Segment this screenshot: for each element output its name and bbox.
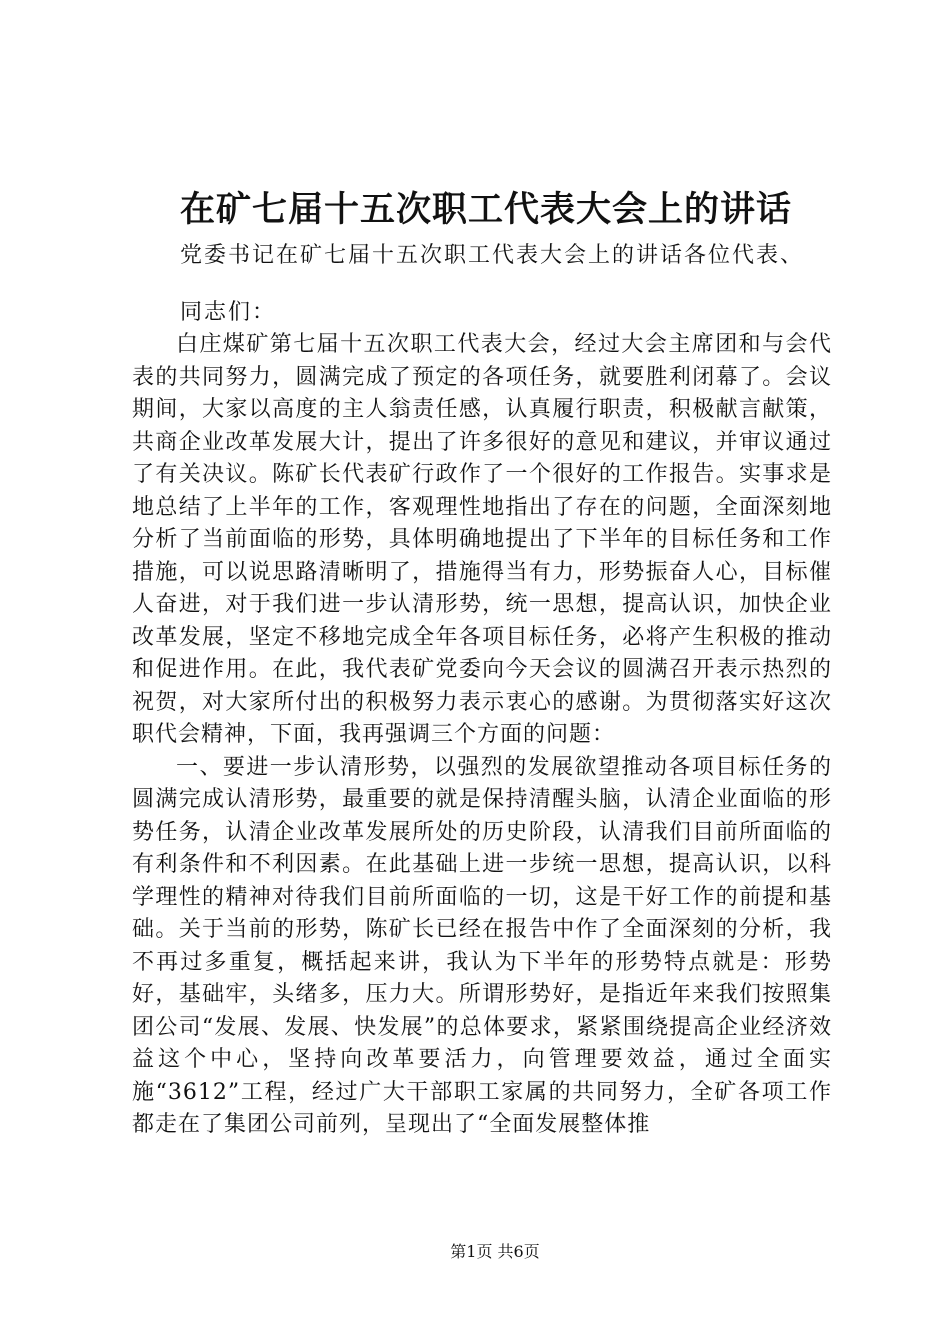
- paragraph: 白庄煤矿第七届十五次职工代表大会，经过大会主席团和与会代表的共同努力，圆满完成了预定的各项任务，就要胜利闭幕了。会议期间，大家以高度的主人翁责任感，认真履行职责，积极献言献策，共商企业改革发展大计，提出了许多很好的意见和建议，并审议通过了有关决议。陈矿长代表矿行政作了一个很好的工作报告。实事求是地总结了上半年的工作，客观理性地指出了存在的问题，全面深刻地分析了当前面临的形势，具体明确地提出了下半年的目标任务和工作措施，可以说思路清晰明了，措施得当有力，形势振奋人心，目标催人奋进，对于我们进一步认清形势，统一思想，提高认识，加快企业改革发展，坚定不移地完成全年各项目标任务，必将产生积极的推动和促进作用。在此，我代表矿党委向今天会议的圆满召开表示热烈的祝贺，对大家所付出的积极努力表示衷心的感谢。为贯彻落实好这次职代会精神，下面，我再强调三个方面的问题：: [132, 332, 832, 747]
- document-body: [132, 329, 832, 1142]
- page-number-footer: 第1页 共6页: [450, 1242, 540, 1261]
- salutation: 同志们：: [180, 300, 277, 325]
- paragraph: 一、要进一步认清形势，以强烈的发展欲望推动各项目标任务的圆满完成认清形势，最重要的就是保持清醒头脑，认清企业面临的形势任务，认清企业改革发展所处的历史阶段，认清我们目前所面临的有利条件和不利因素。在此基础上进一步统一思想，提高认识，以科学理性的精神对待我们目前所面临的一切，这是干好工作的前提和基础。关于当前的形势，陈矿长已经在报告中作了全面深刻的分析，我不再过多重复，概括起来讲，我认为下半年的形势特点就是：形势好，基础牢，头绪多，压力大。所谓形势好，是指近年来我们按照集团公司“发展、发展、快发展”的总体要求，紧紧围绕提高企业经济效益这个中心，坚持向改革要活力，向管理要效益，通过全面实施“3612”工程，经过广大干部职工家属的共同努力，全矿各项工作都走在了集团公司前列，呈现出了“全面发展整体推: [132, 754, 833, 1137]
- document-title: 在矿七届十五次职工代表大会上的讲话: [180, 189, 793, 230]
- document-subtitle: 党委书记在矿七届十五次职工代表大会上的讲话各位代表、: [180, 243, 805, 268]
